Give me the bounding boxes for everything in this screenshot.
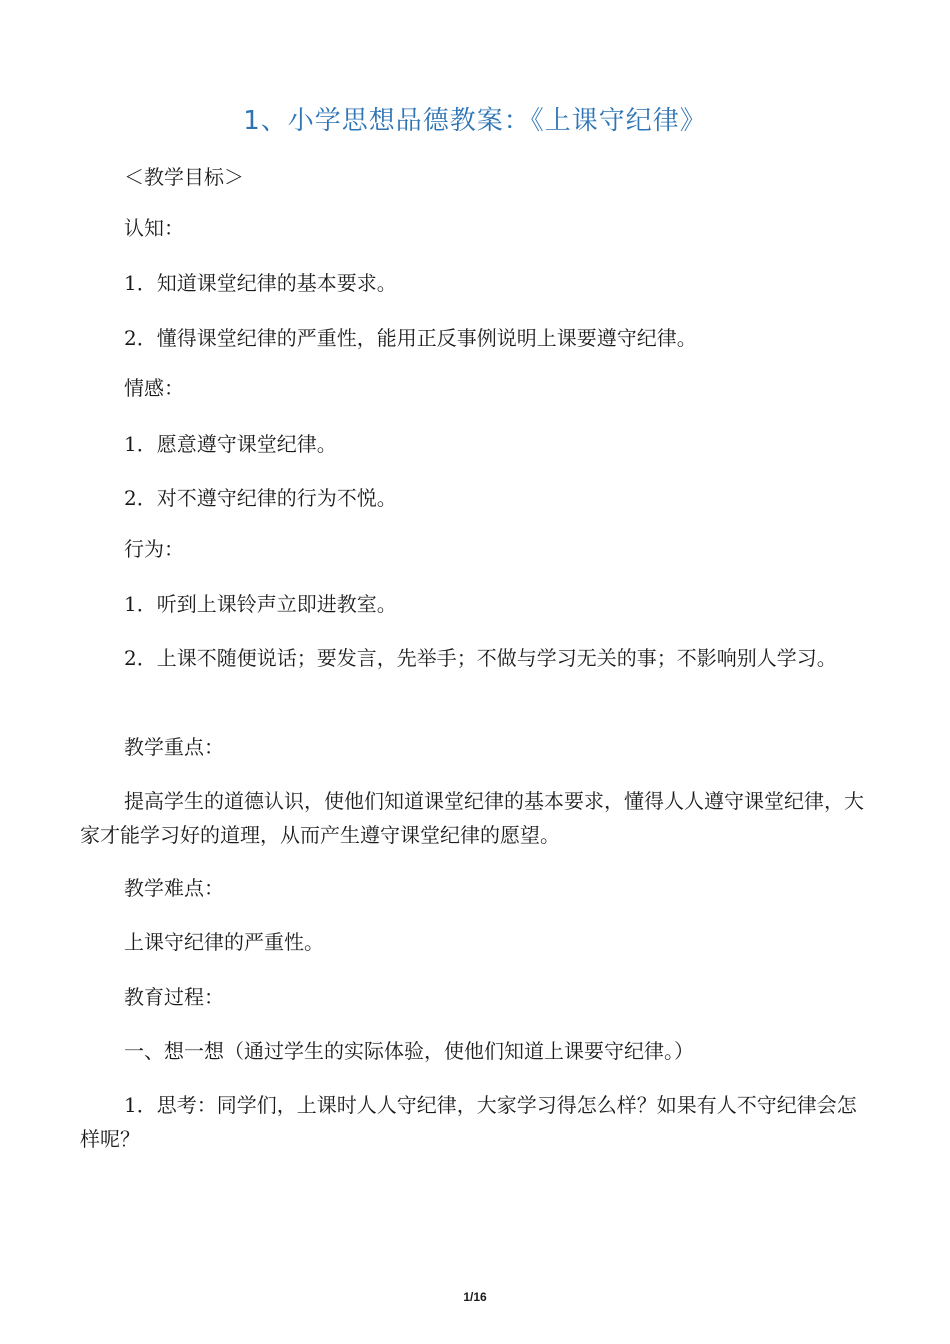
paragraph: 1．愿意遵守课堂纪律。 [124, 432, 337, 456]
subheading-cognition: 认知： [124, 216, 184, 240]
subheading-emotion: 情感： [124, 376, 184, 400]
paragraph: 1．听到上课铃声立即进教室。 [124, 592, 397, 616]
page-number: 1/16 [463, 1290, 487, 1304]
section-heading-teaching-objectives: ＜教学目标＞ [124, 165, 244, 189]
paragraph: 2．上课不随便说话；要发言，先举手；不做与学习无关的事；不影响别人学习。 [124, 646, 837, 670]
subheading-behavior: 行为： [124, 537, 184, 561]
subheading-teaching-focus: 教学重点： [124, 735, 224, 759]
paragraph: 一、想一想（通过学生的实际体验，使他们知道上课要守纪律。） [124, 1039, 694, 1063]
subheading-teaching-difficulty: 教学难点： [124, 876, 224, 900]
subheading-teaching-process: 教育过程： [124, 985, 224, 1009]
paragraph: 提高学生的道德认识，使他们知道课堂纪律的基本要求，懂得人人遵守课堂纪律，大家才能学习好的道理，从而产生遵守课堂纪律的愿望。 [80, 789, 864, 847]
paragraph: 2．对不遵守纪律的行为不悦。 [124, 486, 397, 510]
paragraph: 1．知道课堂纪律的基本要求。 [124, 271, 397, 295]
document-title: 1、小学思想品德教案：《上课守纪律》 [243, 106, 707, 136]
paragraph: 1．思考：同学们，上课时人人守纪律，大家学习得怎么样？如果有人不守纪律会怎样呢？ [80, 1093, 857, 1151]
paragraph: 上课守纪律的严重性。 [124, 930, 324, 954]
paragraph: 2．懂得课堂纪律的严重性，能用正反事例说明上课要遵守纪律。 [124, 326, 697, 350]
